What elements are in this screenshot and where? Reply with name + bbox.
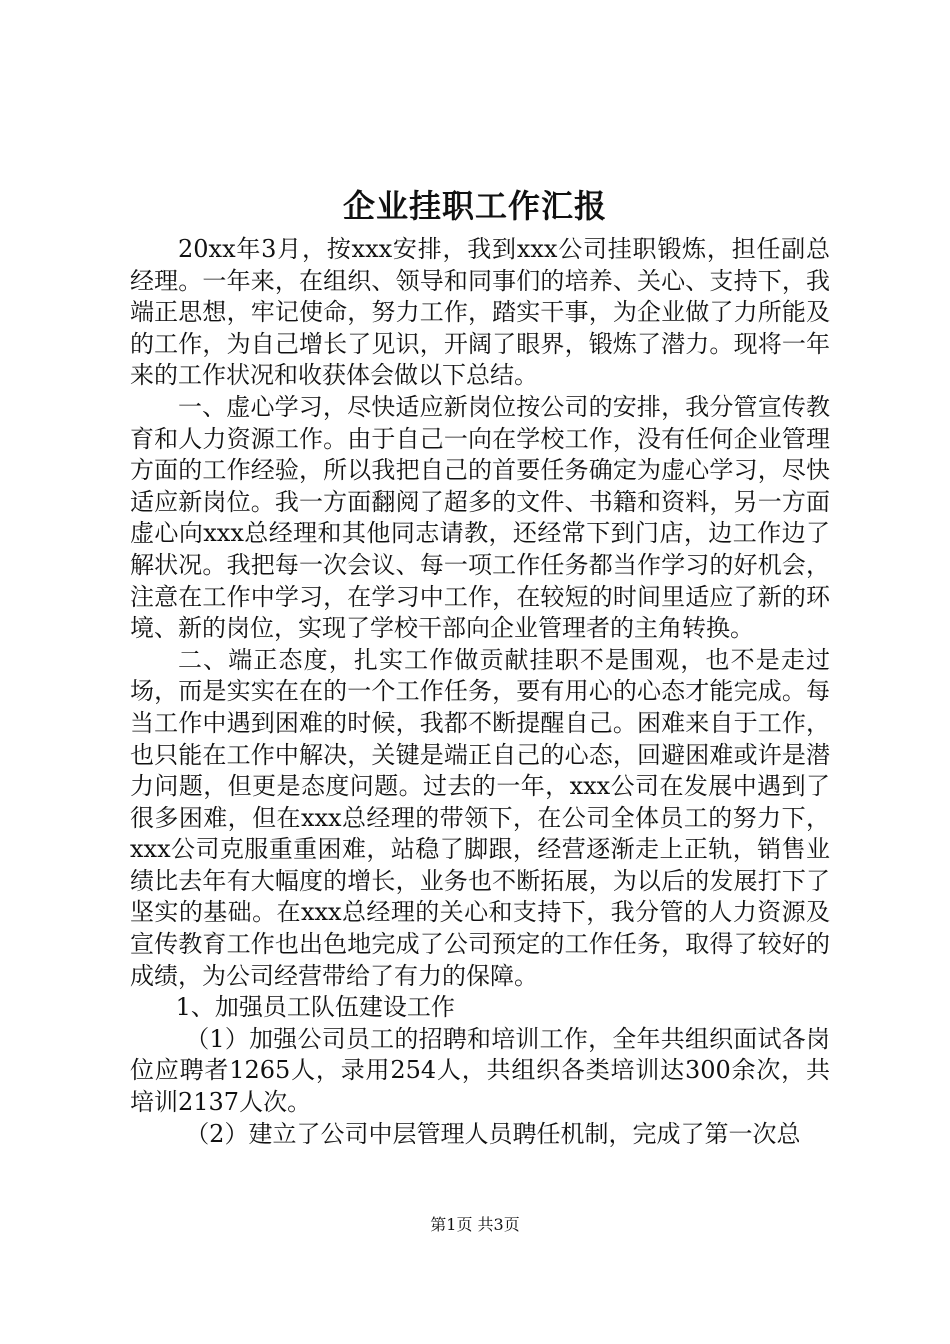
document-body (130, 234, 830, 1150)
paragraph-section-1: 一、虚心学习，尽快适应新岗位按公司的安排，我分管宣传教育和人力资源工作。由于自己一向在学校工作，没有任何企业管理方面的工作经验，所以我把自己的首要任务确定为虚心学习，尽快适应新岗位。我一方面翻阅了超多的文件、书籍和资料，另一方面虚心向xxx总经理和其他同志请教，还经常下到门店，边工作边了解状况。我把每一次会议、每一项工作任务都当作学习的好机会，注意在工作中学习，在学习中工作，在较短的时间里适应了新的环境、新的岗位，实现了学校干部向企业管理者的主角转换。 (130, 392, 830, 643)
paragraph-subitem-1: （1）加强公司员工的招聘和培训工作，全年共组织面试各岗位应聘者1265人，录用254人，共组织各类培训达300余次，共培训2137人次。 (130, 1024, 830, 1117)
page-number-footer: 第1页 共3页 (430, 1215, 520, 1234)
paragraph-intro: 20xx年3月，按xxx安排，我到xxx公司挂职锻炼，担任副总经理。一年来，在组织、领导和同事们的培养、关心、支持下，我端正思想，牢记使命，努力工作，踏实干事，为企业做了力所能及的工作，为自己增长了见识，开阔了眼界，锻炼了潜力。现将一年来的工作状况和收获体会做以下总结。 (130, 235, 830, 390)
page-title: 企业挂职工作汇报 (342, 187, 607, 225)
paragraph-section-2: 二、端正态度，扎实工作做贡献挂职不是围观，也不是走过场，而是实实在在的一个工作任务，要有用心的心态才能完成。每当工作中遇到困难的时候，我都不断提醒自己。困难来自于工作，也只能在工作中解决，关键是端正自己的心态，回避困难或许是潜力问题，但更是态度问题。过去的一年，xxx公司在发展中遇到了很多困难，但在xxx总经理的带领下，在公司全体员工的努力下，xxx公司克服重重困难，站稳了脚跟，经营逐渐走上正轨，销售业绩比去年有大幅度的增长，业务也不断拓展，为以后的发展打下了坚实的基础。在xxx总经理的关心和支持下，我分管的人力资源及宣传教育工作也出色地完成了公司预定的工作任务，取得了较好的成绩，为公司经营带给了有力的保障。 (130, 645, 830, 990)
paragraph-item-1: 1、加强员工队伍建设工作 (175, 993, 455, 1022)
paragraph-subitem-2: （2）建立了公司中层管理人员聘任机制，完成了第一次总 (185, 1119, 801, 1148)
